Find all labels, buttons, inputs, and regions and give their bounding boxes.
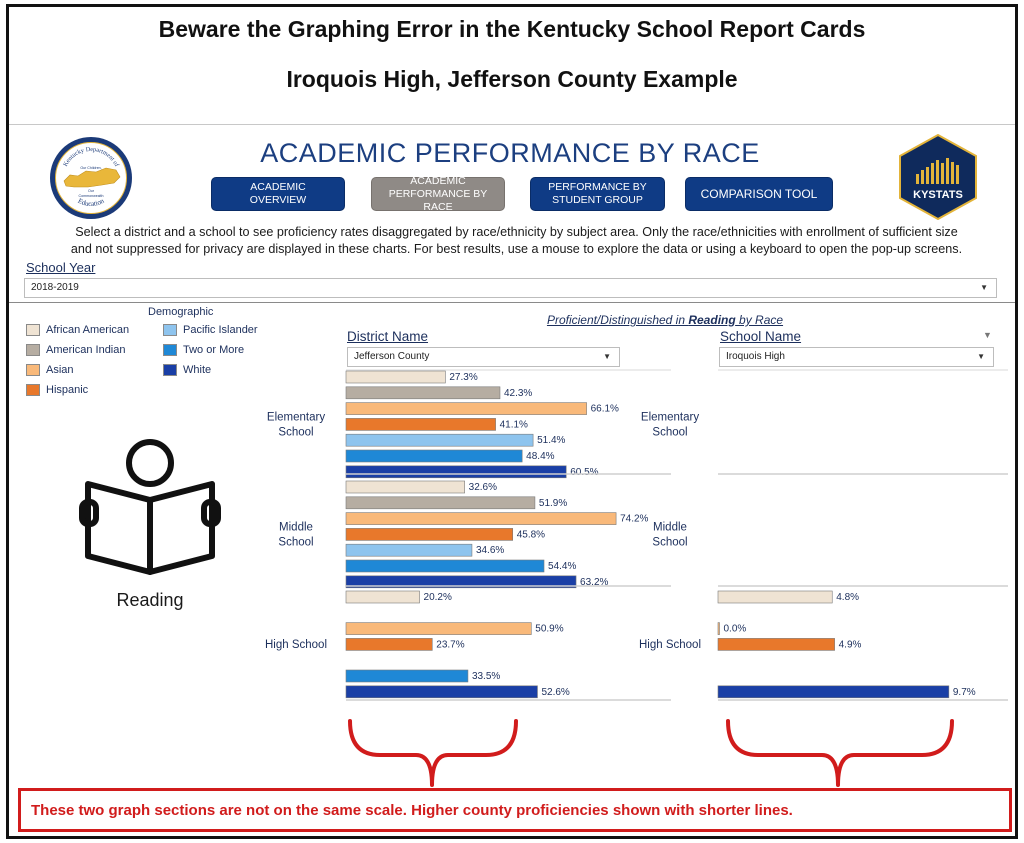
chevron-down-icon: ▼ <box>977 352 985 361</box>
school-value-label: 4.8% <box>836 592 860 603</box>
legend-label: Pacific Islander <box>183 324 258 336</box>
school-year-label: School Year <box>26 260 96 275</box>
district-category-label: School <box>278 536 314 549</box>
school-category-label: Elementary <box>640 411 700 424</box>
district-bar-elementary-school-american-indian[interactable] <box>346 387 500 399</box>
district-name-label: District Name <box>347 329 429 344</box>
legend-title: Demographic <box>148 306 214 318</box>
district-value-label: 27.3% <box>449 372 478 383</box>
subject-label: Reading <box>116 590 184 610</box>
district-value-label: 42.3% <box>503 387 533 399</box>
district-value-label: 23.7% <box>436 639 465 651</box>
district-bar-middle-school-hispanic[interactable] <box>346 528 513 540</box>
warning-callout <box>18 788 1012 832</box>
kystats-badge-text: KYSTATS <box>913 189 963 201</box>
district-bar-elementary-school-asian[interactable] <box>346 403 587 415</box>
district-value-label: 54.4% <box>548 561 577 572</box>
callout-text: These two graph sections are not on the same scale. Higher county proficiencies shown with shorter lines. <box>31 802 793 819</box>
seal-text-line1: Our Children, <box>80 166 102 170</box>
nav-button-label-line2: STUDENT GROUP <box>552 194 643 206</box>
page-subtitle: Iroquois High, Jefferson County Example <box>286 66 738 92</box>
district-bar-elementary-school-two-or-more[interactable] <box>346 450 522 462</box>
school-bar-high-school-asian[interactable] <box>718 623 720 635</box>
district-value-label: 50.9% <box>535 623 564 635</box>
district-value-label: 51.4% <box>537 435 566 447</box>
district-brace-annotation <box>350 721 516 785</box>
district-bar-elementary-school-african-american[interactable] <box>346 371 445 383</box>
district-value-label: 63.2% <box>580 576 609 588</box>
intro-text-line2: and not suppressed for privacy are displayed in these charts. For best results, use a mouse to explore the data or using a keyboard to open the pop-up screens. <box>70 242 963 256</box>
district-value-label: 41.1% <box>499 419 528 431</box>
district-bar-high-school-white[interactable] <box>346 686 537 698</box>
district-value-label: 32.6% <box>468 482 498 493</box>
district-bar-high-school-hispanic[interactable] <box>346 638 432 650</box>
seal-text-top: Kentucky Department of <box>61 145 121 168</box>
legend-label: African American <box>46 324 130 336</box>
district-bar-middle-school-asian[interactable] <box>346 513 616 525</box>
nav-button-label: COMPARISON TOOL <box>700 186 818 201</box>
school-bar-high-school-white[interactable] <box>718 686 949 698</box>
legend-label: Asian <box>46 364 74 376</box>
chart-menu-icon[interactable]: ▼ <box>983 330 992 340</box>
page-title: Beware the Graphing Error in the Kentucky School Report Cards <box>158 16 866 42</box>
district-bar-elementary-school-pacific-islander[interactable] <box>346 434 533 446</box>
seal-text-line2: Our <box>88 189 94 193</box>
district-bar-middle-school-pacific-islander[interactable] <box>346 544 472 556</box>
nav-button-label-line2: PERFORMANCE BY RACE <box>388 187 488 213</box>
school-category-label: Middle <box>653 521 687 534</box>
school-year-value: 2018-2019 <box>31 282 79 293</box>
legend-label: American Indian <box>46 344 126 356</box>
school-category-label: School <box>652 536 688 549</box>
school-brace-annotation <box>728 721 952 785</box>
chart-title-prefix: Proficient/Distinguished in <box>546 313 689 327</box>
nav-button-label-line2: OVERVIEW <box>249 194 307 206</box>
school-value: Iroquois High <box>726 351 785 362</box>
legend-label: Hispanic <box>46 384 89 396</box>
district-bar-elementary-school-hispanic[interactable] <box>346 418 496 430</box>
legend-label: White <box>183 364 212 376</box>
district-bar-middle-school-african-american[interactable] <box>346 481 465 493</box>
district-value-label: 74.2% <box>620 513 649 525</box>
district-value-label: 48.4% <box>526 451 555 462</box>
district-value-label: 51.9% <box>538 497 568 509</box>
district-bar-middle-school-two-or-more[interactable] <box>346 560 544 572</box>
chart-title-subject: Reading <box>688 313 736 327</box>
school-bar-high-school-hispanic[interactable] <box>718 638 835 650</box>
district-value: Jefferson County <box>354 351 430 362</box>
chevron-down-icon: ▼ <box>980 283 988 292</box>
dashboard-title: ACADEMIC PERFORMANCE BY RACE <box>260 138 760 168</box>
school-value-label: 9.7% <box>952 686 976 698</box>
legend-label: Two or More <box>183 344 245 356</box>
district-bar-high-school-asian[interactable] <box>346 623 531 635</box>
district-value-label: 60.5% <box>570 466 599 478</box>
district-bar-elementary-school-white[interactable] <box>346 466 566 478</box>
school-value-label: 0.0% <box>723 623 747 635</box>
district-category-label: High School <box>264 639 328 651</box>
district-value-label: 20.2% <box>423 592 452 603</box>
nav-button-label-line1: PERFORMANCE BY <box>548 181 647 193</box>
nav-button-label-line1: ACADEMIC <box>250 181 306 193</box>
district-category-label: School <box>278 426 314 439</box>
district-bar-high-school-two-or-more[interactable] <box>346 670 468 682</box>
district-value-label: 52.6% <box>541 686 570 698</box>
intro-text-line1: Select a district and a school to see proficiency rates disaggregated by race/ethnicity by subject area. Only the race/ethnicities with enrollment of sufficient size <box>75 225 958 239</box>
district-value-label: 45.8% <box>516 529 546 541</box>
school-category-label: School <box>652 426 688 439</box>
school-name-label: School Name <box>720 329 802 344</box>
district-value-label: 66.1% <box>590 403 619 415</box>
seal-text-bottom: Education <box>76 196 106 209</box>
district-category-label: Elementary <box>266 411 326 424</box>
district-bar-high-school-african-american[interactable] <box>346 591 420 603</box>
chart-title-suffix: by Race <box>735 313 784 327</box>
district-value-label: 33.5% <box>471 671 501 682</box>
chevron-down-icon: ▼ <box>603 352 611 361</box>
district-value-label: 34.6% <box>475 545 505 557</box>
school-value-label: 4.9% <box>838 639 862 651</box>
school-bar-high-school-african-american[interactable] <box>718 591 832 603</box>
district-bar-middle-school-american-indian[interactable] <box>346 497 535 509</box>
seal-text-line3: Commonwealth <box>78 194 104 198</box>
school-category-label: High School <box>638 639 702 651</box>
district-category-label: Middle <box>279 521 313 534</box>
nav-button-label-line1: ACADEMIC <box>410 174 466 187</box>
